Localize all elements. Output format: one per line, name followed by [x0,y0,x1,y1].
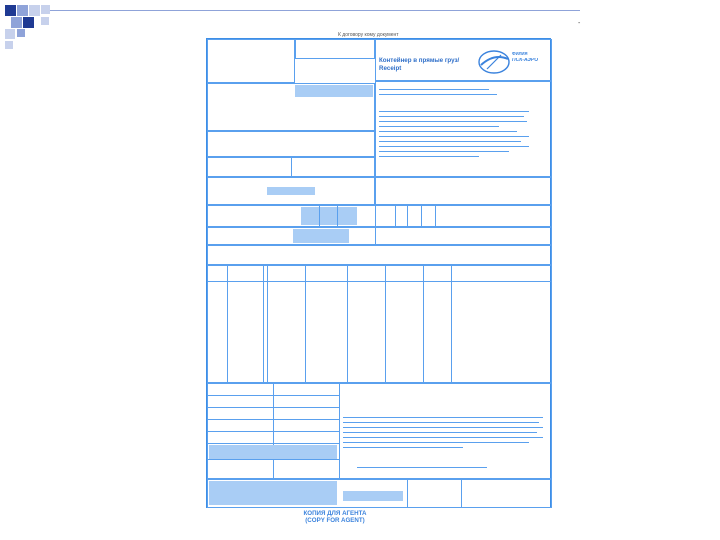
charges-divider [339,383,340,479]
goods-table-header-line [207,281,552,282]
conditions-text-line [379,131,517,132]
conditions-text-line [379,146,529,147]
accounting-info-box [375,177,552,205]
charges-row-line [207,459,339,460]
goods-col [385,265,386,383]
goods-col [451,265,452,383]
slide-decoration-square-8 [17,29,25,37]
certification-text-line [343,442,529,443]
slide-decoration-square-3 [29,5,40,16]
issuing-agent-box [207,131,375,157]
totals-divider [407,479,408,508]
certification-text-line [343,427,543,428]
certification-text-line [343,447,463,448]
charges-row-line [207,431,339,432]
corner-mark: - [578,20,581,27]
routing-row [207,205,552,227]
charges-row-line [207,443,339,444]
destination-shade [293,229,349,243]
conditions-bar-2 [379,94,497,95]
totals-divider [461,479,462,508]
goods-table [207,265,552,383]
goods-col [423,265,424,383]
routing-row-sep [337,205,338,227]
conditions-text-line [379,156,479,157]
header-note: К договору кому документ [338,32,399,38]
conditions-box [375,81,552,177]
agent-code-divider [291,157,292,177]
totals-shade-left [209,481,337,505]
form-title-en: Receipt [379,65,402,72]
conditions-bar-1 [379,89,489,90]
goods-col [227,265,228,383]
slide-decoration-square-5 [11,17,22,28]
conditions-text-line [379,126,499,127]
airline-name: ПСК-АЭРО [512,58,539,63]
airline-logo-icon [477,49,511,75]
routing-row-shade [301,207,357,225]
copy-for-agent-label: КОПИЯ ДЛЯ АГЕНТА (COPY FOR AGENT) [303,510,367,524]
conditions-text-line [379,121,527,122]
charges-row-line [207,407,339,408]
air-waybill-form [206,38,551,508]
routing-shade [267,187,315,195]
charges-shade [209,445,337,459]
slide-top-line [50,10,580,11]
goods-col [267,265,268,383]
slide-decoration-square-9 [5,41,13,49]
slide-decoration-square-4 [41,5,50,14]
certification-text-line [343,417,543,418]
goods-col [263,265,264,383]
awb-number-line [379,74,419,79]
form-title-ru: Контейнер в прямые груз/ [379,57,460,64]
routing-row-sep [421,205,422,227]
slide-decoration-square-2 [17,5,28,16]
conditions-text-line [379,111,529,112]
conditions-text-line [379,151,509,152]
certification-text-line [343,437,543,438]
certification-text-line [343,432,537,433]
conditions-text-line [379,136,529,137]
routing-row-sep [435,205,436,227]
slide-decoration-square-1 [5,5,16,16]
shipper-account-box [295,39,375,59]
slide-decoration-square-6 [23,17,34,28]
routing-row-sep [407,205,408,227]
consignee-account-shade [295,85,373,97]
airline-prefix: ФИЛИЯ [512,51,528,56]
shipper-box [207,39,295,83]
charges-row-line [207,419,339,420]
slide-decoration-square-7 [5,29,15,39]
handling-info-box [207,245,552,265]
routing-row-sep [319,205,320,227]
conditions-text-line [379,116,524,117]
slide-decoration-square-10 [41,17,49,25]
destination-row [207,227,552,245]
goods-col [305,265,306,383]
goods-col [347,265,348,383]
certification-text-line [343,422,539,423]
charges-row-line [207,395,339,396]
routing-row-sep [395,205,396,227]
signature-line [357,467,487,468]
conditions-text-line [379,141,521,142]
totals-shade-right [343,491,403,501]
